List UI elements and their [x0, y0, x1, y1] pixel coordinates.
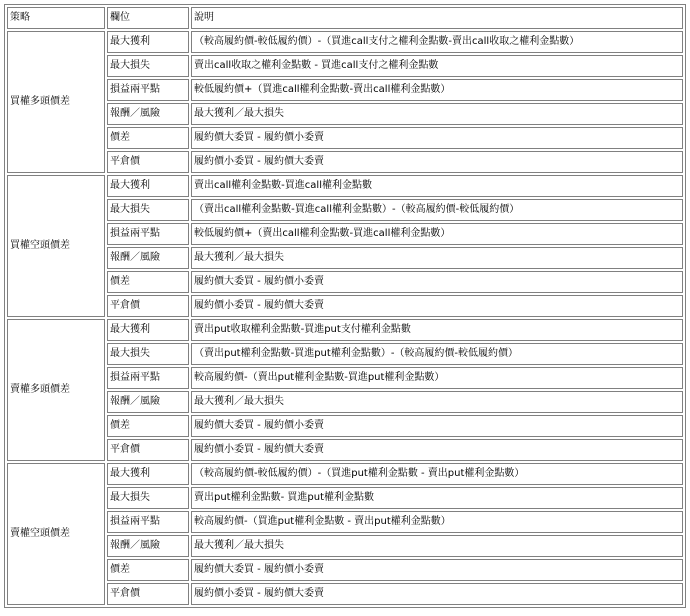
table-body — [7, 31, 683, 605]
header-strategy: 策略 — [7, 7, 105, 29]
table-row — [7, 175, 683, 197]
table-row — [7, 367, 683, 389]
options-spread-table — [4, 4, 686, 608]
field-description: 履約價大委買 - 履約價小委賣 — [191, 127, 683, 149]
field-description: 履約價大委買 - 履約價小委賣 — [191, 271, 683, 293]
field-description: 較高履約價-（賣出put權利金點數-買進put權利金點數） — [191, 367, 683, 389]
field-description: 較低履約價+（買進call權利金點數-賣出call權利金點數） — [191, 79, 683, 101]
field-description: 履約價小委買 - 履約價大委賣 — [191, 295, 683, 317]
table-row — [7, 487, 683, 509]
table-row — [7, 127, 683, 149]
table-row — [7, 55, 683, 77]
table-row — [7, 151, 683, 173]
table-row — [7, 319, 683, 341]
field-description: 最大獲利／最大損失 — [191, 247, 683, 269]
field-label: 最大獲利 — [107, 175, 189, 197]
field-description: 履約價小委買 - 履約價大委賣 — [191, 151, 683, 173]
table-row — [7, 223, 683, 245]
field-label: 價差 — [107, 415, 189, 437]
table-row — [7, 247, 683, 269]
field-description: 履約價大委買 - 履約價小委賣 — [191, 559, 683, 581]
table-row — [7, 535, 683, 557]
table-row — [7, 295, 683, 317]
field-label: 最大獲利 — [107, 31, 189, 53]
table-row — [7, 391, 683, 413]
field-description: 最大獲利／最大損失 — [191, 391, 683, 413]
field-description: 履約價小委買 - 履約價大委賣 — [191, 583, 683, 605]
field-description: 賣出put收取權利金點數-買進put支付權利金點數 — [191, 319, 683, 341]
field-description: 最大獲利／最大損失 — [191, 103, 683, 125]
field-description: （賣出call權利金點數-買進call權利金點數）-（較高履約價-較低履約價） — [191, 199, 683, 221]
table-row — [7, 103, 683, 125]
table-row — [7, 343, 683, 365]
header-field: 欄位 — [107, 7, 189, 29]
table-row — [7, 415, 683, 437]
field-description: 賣出call權利金點數-買進call權利金點數 — [191, 175, 683, 197]
table-row — [7, 31, 683, 53]
table-row — [7, 511, 683, 533]
field-label: 報酬／風險 — [107, 247, 189, 269]
field-label: 報酬／風險 — [107, 103, 189, 125]
table-row — [7, 199, 683, 221]
table-row — [7, 559, 683, 581]
strategy-name: 賣權多頭價差 — [7, 319, 105, 461]
field-label: 報酬／風險 — [107, 391, 189, 413]
field-label: 最大損失 — [107, 487, 189, 509]
strategy-name: 買權多頭價差 — [7, 31, 105, 173]
field-description: 較低履約價+（賣出call權利金點數-買進call權利金點數） — [191, 223, 683, 245]
field-label: 損益兩平點 — [107, 511, 189, 533]
table-row — [7, 583, 683, 605]
table-row — [7, 463, 683, 485]
field-label: 報酬／風險 — [107, 535, 189, 557]
field-description: （賣出put權利金點數-買進put權利金點數）-（較高履約價-較低履約價） — [191, 343, 683, 365]
field-description: 最大獲利／最大損失 — [191, 535, 683, 557]
strategy-name: 買權空頭價差 — [7, 175, 105, 317]
field-label: 平倉價 — [107, 439, 189, 461]
table-row — [7, 439, 683, 461]
field-label: 最大損失 — [107, 343, 189, 365]
field-description: 賣出call收取之權利金點數 - 買進call支付之權利金點數 — [191, 55, 683, 77]
field-description: 履約價大委買 - 履約價小委賣 — [191, 415, 683, 437]
header-description: 說明 — [191, 7, 683, 29]
field-label: 平倉價 — [107, 295, 189, 317]
field-label: 損益兩平點 — [107, 367, 189, 389]
field-label: 損益兩平點 — [107, 79, 189, 101]
field-label: 平倉價 — [107, 583, 189, 605]
field-description: 較高履約價-（買進put權利金點數 - 賣出put權利金點數） — [191, 511, 683, 533]
field-description: 履約價小委買 - 履約價大委賣 — [191, 439, 683, 461]
table-row — [7, 79, 683, 101]
field-label: 價差 — [107, 271, 189, 293]
field-description: （較高履約價-較低履約價）-（買進call支付之權利金點數-賣出call收取之權利金點數） — [191, 31, 683, 53]
field-label: 損益兩平點 — [107, 223, 189, 245]
field-label: 最大獲利 — [107, 463, 189, 485]
field-description: 賣出put權利金點數- 買進put權利金點數 — [191, 487, 683, 509]
field-label: 價差 — [107, 127, 189, 149]
header-row — [7, 7, 683, 29]
field-label: 價差 — [107, 559, 189, 581]
field-description: （較高履約價-較低履約價）-（買進put權利金點數 - 賣出put權利金點數） — [191, 463, 683, 485]
table-row — [7, 271, 683, 293]
field-label: 最大損失 — [107, 55, 189, 77]
field-label: 最大損失 — [107, 199, 189, 221]
field-label: 最大獲利 — [107, 319, 189, 341]
field-label: 平倉價 — [107, 151, 189, 173]
strategy-name: 賣權空頭價差 — [7, 463, 105, 605]
